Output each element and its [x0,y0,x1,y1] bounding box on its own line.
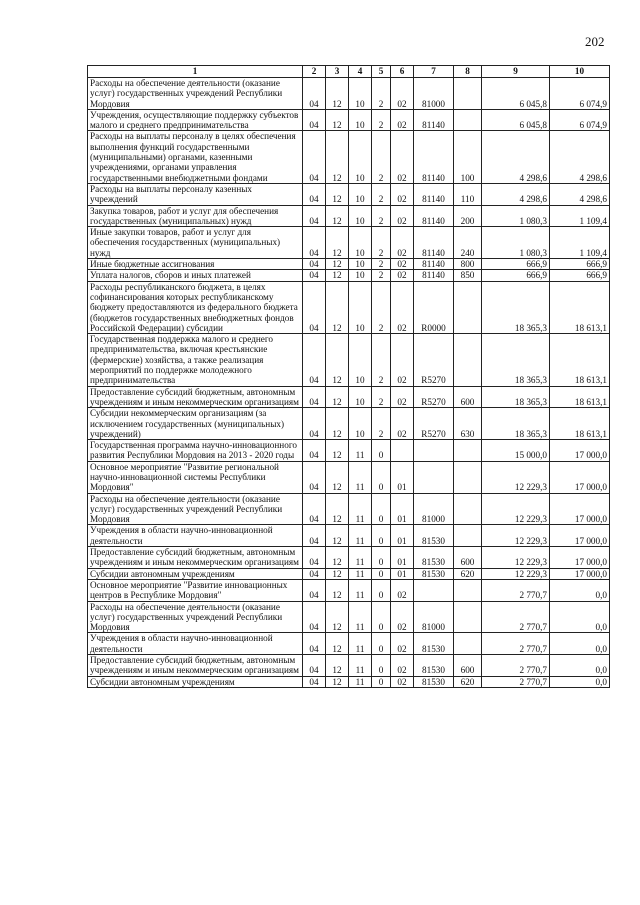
cell-sum-2: 6 074,9 [550,78,610,110]
table-row [88,131,610,183]
row-name-cell: Закупка товаров, работ и услуг для обеспечения государственных (муниципальных) нужд [88,205,303,227]
cell-event: 02 [391,655,414,677]
cell-subprogram: 0 [372,461,391,493]
row-name-cell: Иные бюджетные ассигнования [88,259,303,270]
cell-rz: 04 [303,655,326,677]
cell-program: 10 [349,131,372,183]
cell-vr: 630 [454,408,482,440]
header-cell: 5 [372,66,391,78]
cell-vr: 200 [454,205,482,227]
cell-pr: 12 [326,109,349,131]
cell-sum-1: 666,9 [482,270,550,281]
cell-sum-1: 18 365,3 [482,386,550,408]
cell-program: 11 [349,493,372,525]
cell-event: 02 [391,183,414,205]
cell-program: 10 [349,227,372,259]
cell-event: 01 [391,461,414,493]
table-row [88,259,610,270]
cell-sum-1: 6 045,8 [482,78,550,110]
cell-pr: 12 [326,281,349,333]
cell-program: 10 [349,281,372,333]
cell-rz: 04 [303,676,326,687]
cell-sum-1: 12 229,3 [482,525,550,547]
cell-rz: 04 [303,259,326,270]
cell-sum-2: 0,0 [550,601,610,633]
cell-rz: 04 [303,183,326,205]
cell-pr: 12 [326,568,349,579]
cell-rz: 04 [303,547,326,569]
cell-program: 11 [349,676,372,687]
table-row [88,334,610,386]
cell-pr: 12 [326,334,349,386]
header-cell: 1 [88,66,303,78]
table-row [88,633,610,655]
table-row [88,547,610,569]
cell-event: 02 [391,408,414,440]
cell-event: 02 [391,205,414,227]
cell-sum-1: 15 000,0 [482,440,550,462]
cell-pr: 12 [326,227,349,259]
table-row [88,525,610,547]
cell-sum-2: 18 613,1 [550,408,610,440]
cell-event: 02 [391,334,414,386]
header-cell: 4 [349,66,372,78]
cell-sum-2: 0,0 [550,579,610,601]
cell-direction: 81530 [414,676,454,687]
header-cell: 10 [550,66,610,78]
cell-program: 11 [349,440,372,462]
cell-pr: 12 [326,461,349,493]
cell-sum-2: 17 000,0 [550,568,610,579]
row-name-cell: Субсидии некоммерческим организациям (за исключением государственных (муниципальных) учреждений) [88,408,303,440]
cell-program: 10 [349,259,372,270]
cell-event: 02 [391,633,414,655]
table-row [88,676,610,687]
row-name-cell: Предоставление субсидий бюджетным, автономным учреждениям и иным некоммерческим организациям [88,547,303,569]
cell-sum-1: 12 229,3 [482,493,550,525]
header-cell: 7 [414,66,454,78]
cell-rz: 04 [303,205,326,227]
table-body [88,78,610,688]
cell-rz: 04 [303,334,326,386]
cell-subprogram: 2 [372,270,391,281]
cell-event: 01 [391,568,414,579]
cell-sum-2: 666,9 [550,270,610,281]
cell-sum-1: 2 770,7 [482,676,550,687]
cell-program: 10 [349,270,372,281]
cell-program: 10 [349,78,372,110]
table-row [88,408,610,440]
cell-sum-2: 18 613,1 [550,334,610,386]
cell-program: 11 [349,461,372,493]
cell-subprogram: 0 [372,676,391,687]
cell-vr: 600 [454,655,482,677]
cell-pr: 12 [326,205,349,227]
cell-subprogram: 2 [372,408,391,440]
row-name-cell: Уплата налогов, сборов и иных платежей [88,270,303,281]
cell-pr: 12 [326,183,349,205]
row-name-cell: Субсидии автономным учреждениям [88,568,303,579]
header-cell: 3 [326,66,349,78]
cell-program: 10 [349,109,372,131]
table-row [88,109,610,131]
cell-direction: 81140 [414,227,454,259]
table-row [88,183,610,205]
cell-rz: 04 [303,633,326,655]
cell-sum-1: 2 770,7 [482,601,550,633]
cell-rz: 04 [303,131,326,183]
cell-direction: 81530 [414,568,454,579]
cell-direction: 81140 [414,270,454,281]
cell-subprogram: 2 [372,386,391,408]
cell-vr: 100 [454,131,482,183]
cell-subprogram: 0 [372,579,391,601]
cell-program: 10 [349,183,372,205]
cell-direction: R5270 [414,408,454,440]
cell-sum-1: 18 365,3 [482,408,550,440]
cell-direction: R5270 [414,334,454,386]
cell-pr: 12 [326,633,349,655]
cell-pr: 12 [326,547,349,569]
cell-rz: 04 [303,525,326,547]
cell-sum-1: 18 365,3 [482,281,550,333]
cell-event: 02 [391,259,414,270]
cell-sum-2: 6 074,9 [550,109,610,131]
cell-pr: 12 [326,440,349,462]
cell-sum-1: 12 229,3 [482,547,550,569]
cell-subprogram: 0 [372,568,391,579]
cell-rz: 04 [303,386,326,408]
table-row [88,493,610,525]
cell-sum-1: 4 298,6 [482,131,550,183]
cell-pr: 12 [326,78,349,110]
row-name-cell: Основное мероприятие "Развитие инновационных центров в Республике Мордовия" [88,579,303,601]
cell-rz: 04 [303,493,326,525]
cell-program: 10 [349,205,372,227]
cell-program: 11 [349,633,372,655]
cell-event: 02 [391,579,414,601]
cell-pr: 12 [326,408,349,440]
cell-program: 11 [349,547,372,569]
cell-direction: 81140 [414,205,454,227]
header-cell: 8 [454,66,482,78]
header-cell: 2 [303,66,326,78]
cell-event: 02 [391,281,414,333]
cell-sum-2: 18 613,1 [550,386,610,408]
row-name-cell: Субсидии автономным учреждениям [88,676,303,687]
cell-program: 11 [349,601,372,633]
cell-direction: 81140 [414,131,454,183]
cell-sum-1: 1 080,3 [482,227,550,259]
table-row [88,601,610,633]
cell-direction: 81140 [414,109,454,131]
cell-sum-2: 17 000,0 [550,493,610,525]
cell-vr [454,461,482,493]
cell-subprogram: 2 [372,227,391,259]
cell-vr: 600 [454,547,482,569]
cell-vr: 850 [454,270,482,281]
cell-sum-2: 0,0 [550,655,610,677]
cell-event [391,440,414,462]
cell-direction [414,461,454,493]
cell-subprogram: 2 [372,109,391,131]
table-row [88,78,610,110]
cell-vr [454,78,482,110]
cell-vr [454,440,482,462]
cell-program: 11 [349,579,372,601]
cell-rz: 04 [303,568,326,579]
cell-subprogram: 0 [372,655,391,677]
row-name-cell: Расходы на обеспечение деятельности (оказание услуг) государственных учреждений Республики Мордовия [88,601,303,633]
cell-vr [454,525,482,547]
cell-rz: 04 [303,109,326,131]
table-row [88,461,610,493]
cell-event: 02 [391,131,414,183]
cell-sum-1: 2 770,7 [482,655,550,677]
row-name-cell: Государственная поддержка малого и среднего предпринимательства, включая крестьянские (фермерские) хозяйства, а также реализация мероприятий по поддержке молодежного предпринимательства [88,334,303,386]
cell-sum-2: 1 109,4 [550,227,610,259]
cell-sum-1: 4 298,6 [482,183,550,205]
cell-event: 02 [391,601,414,633]
cell-sum-1: 2 770,7 [482,633,550,655]
cell-pr: 12 [326,579,349,601]
cell-pr: 12 [326,131,349,183]
cell-vr [454,601,482,633]
cell-pr: 12 [326,386,349,408]
table-row [88,579,610,601]
cell-direction: 81000 [414,493,454,525]
cell-direction: 81530 [414,547,454,569]
cell-vr: 800 [454,259,482,270]
cell-sum-2: 0,0 [550,633,610,655]
cell-rz: 04 [303,408,326,440]
row-name-cell: Предоставление субсидий бюджетным, автономным учреждениям и иным некоммерческим организациям [88,386,303,408]
cell-vr [454,109,482,131]
cell-direction [414,440,454,462]
cell-pr: 12 [326,655,349,677]
cell-program: 11 [349,525,372,547]
cell-sum-1: 6 045,8 [482,109,550,131]
cell-subprogram: 0 [372,633,391,655]
row-name-cell: Расходы на выплаты персоналу казенных учреждений [88,183,303,205]
table-row [88,440,610,462]
row-name-cell: Учреждения в области научно-инновационной деятельности [88,633,303,655]
cell-vr [454,633,482,655]
cell-program: 11 [349,568,372,579]
cell-subprogram: 2 [372,78,391,110]
cell-direction: 81530 [414,525,454,547]
cell-rz: 04 [303,227,326,259]
cell-event: 02 [391,78,414,110]
row-name-cell: Расходы на обеспечение деятельности (оказание услуг) государственных учреждений Республики Мордовия [88,493,303,525]
cell-subprogram: 0 [372,493,391,525]
cell-rz: 04 [303,579,326,601]
cell-direction: 81140 [414,259,454,270]
cell-rz: 04 [303,601,326,633]
cell-vr: 110 [454,183,482,205]
page-number: 202 [585,34,605,49]
row-name-cell: Расходы на выплаты персоналу в целях обеспечения выполнения функций государственными (муниципальными) органами, казенными учреждениями, органами управления государственными внебюджетными фондами [88,131,303,183]
cell-event: 02 [391,676,414,687]
cell-sum-2: 17 000,0 [550,525,610,547]
table-row [88,568,610,579]
cell-direction: R5270 [414,386,454,408]
cell-vr: 620 [454,676,482,687]
cell-sum-2: 1 109,4 [550,205,610,227]
cell-pr: 12 [326,601,349,633]
cell-sum-2: 4 298,6 [550,183,610,205]
cell-rz: 04 [303,270,326,281]
cell-subprogram: 0 [372,601,391,633]
cell-subprogram: 2 [372,205,391,227]
cell-sum-2: 0,0 [550,676,610,687]
cell-subprogram: 2 [372,183,391,205]
cell-pr: 12 [326,525,349,547]
cell-subprogram: 0 [372,525,391,547]
cell-rz: 04 [303,440,326,462]
cell-sum-2: 18 613,1 [550,281,610,333]
cell-rz: 04 [303,78,326,110]
cell-sum-1: 666,9 [482,259,550,270]
cell-vr [454,493,482,525]
table-row [88,386,610,408]
cell-subprogram: 2 [372,334,391,386]
cell-program: 10 [349,386,372,408]
cell-direction [414,579,454,601]
row-name-cell: Расходы республиканского бюджета, в целях софинансирования которых республиканскому бюджету предоставляются из федерального бюджета (бюджетов государственных внебюджетных фондов Российской Федерации) субсидии [88,281,303,333]
cell-direction: R0000 [414,281,454,333]
cell-vr: 240 [454,227,482,259]
row-name-cell: Государственная программа научно-инновационного развития Республики Мордовия на 2013 - 2020 годы [88,440,303,462]
cell-event: 01 [391,547,414,569]
row-name-cell: Расходы на обеспечение деятельности (оказание услуг) государственных учреждений Республики Мордовия [88,78,303,110]
cell-sum-1: 12 229,3 [482,568,550,579]
cell-direction: 81000 [414,601,454,633]
cell-sum-2: 17 000,0 [550,461,610,493]
cell-rz: 04 [303,281,326,333]
cell-pr: 12 [326,493,349,525]
table-row [88,655,610,677]
cell-subprogram: 2 [372,259,391,270]
row-name-cell: Учреждения, осуществляющие поддержку субъектов малого и среднего предпринимательства [88,109,303,131]
header-cell: 9 [482,66,550,78]
cell-event: 01 [391,525,414,547]
cell-direction: 81530 [414,633,454,655]
cell-rz: 04 [303,461,326,493]
cell-pr: 12 [326,270,349,281]
cell-vr: 620 [454,568,482,579]
cell-program: 10 [349,408,372,440]
cell-subprogram: 0 [372,440,391,462]
cell-direction: 81530 [414,655,454,677]
cell-subprogram: 2 [372,281,391,333]
cell-pr: 12 [326,676,349,687]
cell-vr: 600 [454,386,482,408]
row-name-cell: Иные закупки товаров, работ и услуг для обеспечения государственных (муниципальных) нужд [88,227,303,259]
row-name-cell: Учреждения в области научно-инновационной деятельности [88,525,303,547]
cell-sum-1: 12 229,3 [482,461,550,493]
cell-pr: 12 [326,259,349,270]
cell-vr [454,579,482,601]
cell-sum-1: 18 365,3 [482,334,550,386]
cell-event: 01 [391,493,414,525]
table-row [88,227,610,259]
cell-event: 02 [391,270,414,281]
header-cell: 6 [391,66,414,78]
cell-sum-1: 2 770,7 [482,579,550,601]
table-row [88,281,610,333]
cell-vr [454,281,482,333]
cell-sum-2: 4 298,6 [550,131,610,183]
cell-vr [454,334,482,386]
row-name-cell: Предоставление субсидий бюджетным, автономным учреждениям и иным некоммерческим организациям [88,655,303,677]
cell-sum-2: 17 000,0 [550,547,610,569]
budget-table [87,65,610,688]
cell-subprogram: 2 [372,131,391,183]
cell-direction: 81140 [414,183,454,205]
table-row [88,270,610,281]
cell-event: 02 [391,109,414,131]
cell-sum-2: 666,9 [550,259,610,270]
table-header-row [88,66,610,78]
cell-program: 10 [349,334,372,386]
cell-sum-2: 17 000,0 [550,440,610,462]
cell-sum-1: 1 080,3 [482,205,550,227]
cell-direction: 81000 [414,78,454,110]
cell-event: 02 [391,386,414,408]
row-name-cell: Основное мероприятие "Развитие региональной научно-инновационной системы Республики Мордовия" [88,461,303,493]
table-row [88,205,610,227]
cell-subprogram: 0 [372,547,391,569]
cell-event: 02 [391,227,414,259]
cell-program: 11 [349,655,372,677]
